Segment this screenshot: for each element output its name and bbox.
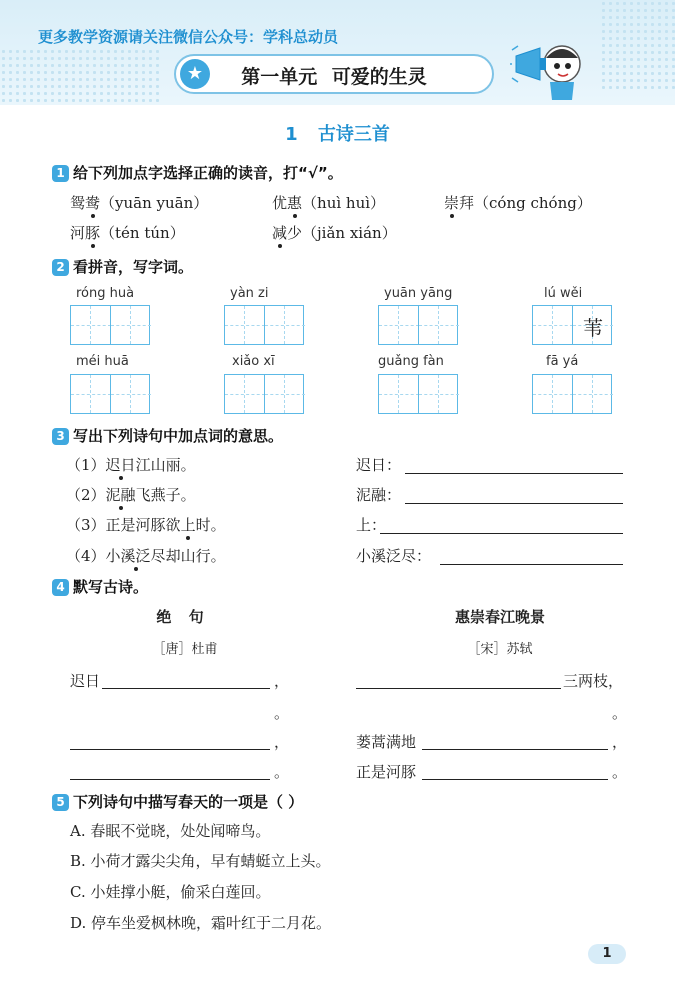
poem-line-start: 迟日 [70,672,101,690]
answer-label: 小溪泛尽： [356,547,432,565]
pinyin-label: yàn zi [230,286,269,301]
answer-line[interactable] [70,749,270,750]
question-prompt: 下列诗句中描写春天的一项是（ ） [73,793,304,811]
answer-line[interactable] [380,533,623,534]
answer-line[interactable] [405,503,623,504]
pinyin-label: fā yá [546,354,579,369]
choice-option-c[interactable]: C. 小娃撑小艇，偷采白莲回。 [70,883,271,901]
answer-label: 上： [356,516,387,534]
poem-line-item: （1）迟日江山丽。 [66,456,196,474]
poem-title: 惠崇春江晚景 [454,608,545,626]
answer-line[interactable] [422,779,608,780]
writing-grid[interactable] [70,305,150,345]
poem-title: 绝 句 [156,608,204,626]
choice-option-a[interactable]: A. 春眠不觉晓，处处闻啼鸟。 [70,822,271,840]
unit-title: 第一单元 可爱的生灵 [241,66,427,88]
answer-line[interactable] [405,473,623,474]
star-icon: ★ [180,59,210,89]
writing-grid[interactable] [378,305,458,345]
writing-grid[interactable] [224,374,304,414]
pinyin-label: lú wěi [544,286,583,301]
question-prompt: 给下列加点字选择正确的读音，打“√”。 [73,164,343,182]
poem-line-item: （3）正是河豚欲上时。 [66,516,226,534]
question-number: 4 [52,579,69,596]
wechat-notice: 更多教学资源请关注微信公众号：学科总动员 [38,28,339,46]
pinyin-label: guǎng fàn [378,354,444,369]
poem-line-end: 三两枝， [563,672,624,690]
poem-line-start: 正是河豚 [356,763,417,781]
pronunciation-item: 崇拜（cóng chóng） [444,194,592,212]
answer-line[interactable] [356,688,561,689]
pronunciation-item: 减少（jiǎn xián） [272,224,397,242]
poem-author: ［宋］苏轼 [467,642,533,657]
question-number: 3 [52,428,69,445]
answer-line[interactable] [102,688,270,689]
writing-grid[interactable] [378,374,458,414]
answer-line[interactable] [422,749,608,750]
question-3 [52,425,283,446]
poem-line-start: 蒌蒿满地 [356,733,417,751]
dot-pattern-right [600,0,675,90]
pinyin-label: róng huà [76,286,135,301]
pinyin-label: yuān yāng [384,286,453,301]
lesson-title: 1 古诗三首 [285,124,390,145]
question-2 [52,256,193,277]
answer-line[interactable] [70,779,270,780]
mascot-megaphone-icon [510,36,590,102]
question-prompt: 默写古诗。 [73,578,149,596]
writing-grid[interactable] [224,305,304,345]
writing-grid[interactable] [70,374,150,414]
answer-line[interactable] [440,564,623,565]
question-number: 2 [52,259,69,276]
choice-option-b[interactable]: B. 小荷才露尖尖角，早有蜻蜓立上头。 [70,852,331,870]
pinyin-label: méi huā [76,354,129,369]
answer-label: 迟日： [356,456,402,474]
pinyin-label: xiǎo xī [232,354,275,369]
pronunciation-item: 鸳鸯（yuān yuān） [70,194,209,212]
question-prompt: 看拼音，写字词。 [73,258,194,276]
choice-option-d[interactable]: D. 停车坐爱枫林晚，霜叶红于二月花。 [70,914,332,932]
question-number: 1 [52,165,69,182]
answer-label: 泥融： [356,486,402,504]
poem-line-item: （4）小溪泛尽却山行。 [66,547,226,565]
question-4 [52,576,148,597]
page-header [0,0,675,105]
pronunciation-item: 河豚（tén tún） [70,224,185,242]
writing-grid[interactable] [532,305,612,345]
question-prompt: 写出下列诗句中加点词的意思。 [73,427,284,445]
poem-line-item: （2）泥融飞燕子。 [66,486,196,504]
unit-title-banner [174,54,494,94]
question-1 [52,162,343,183]
question-number: 5 [52,794,69,811]
given-char: 苇 [582,316,603,340]
writing-grid[interactable] [532,374,612,414]
dot-pattern-left [0,48,160,105]
poem-author: ［唐］杜甫 [152,642,218,657]
page-number: 1 [588,944,626,964]
question-5 [52,791,303,812]
pronunciation-item: 优惠（huì huì） [272,194,386,212]
